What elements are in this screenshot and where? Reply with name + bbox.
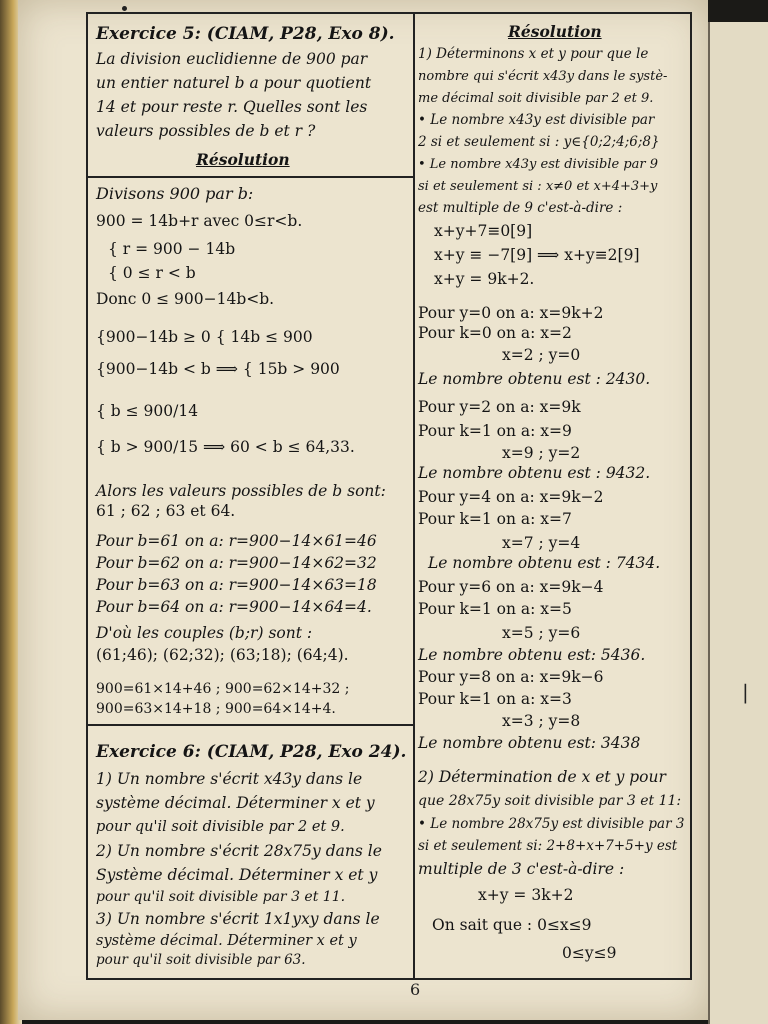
solution-line: Le nombre obtenu est : 2430.	[418, 370, 651, 388]
solution-line: On sait que : 0≤x≤9	[432, 916, 592, 934]
solution-line: 2) Détermination de x et y pour	[418, 768, 666, 786]
exercise-6-text: système décimal. Déterminer x et y	[96, 933, 357, 949]
solution-line: si et seulement si: 2+8+x+7+5+y est	[418, 838, 678, 854]
solution-line: Pour y=2 on a: x=9k	[418, 398, 581, 416]
solution-line: • Le nombre x43y est divisible par	[418, 112, 655, 128]
solution-line: 2 si et seulement si : y∈{0;2;4;6;8}	[418, 134, 660, 150]
solution-line: que 28x75y soit divisible par 3 et 11:	[418, 793, 682, 809]
exercise-6-text: pour qu'il soit divisible par 63.	[96, 952, 306, 968]
exercise-6-text: pour qu'il soit divisible par 3 et 11.	[96, 889, 346, 905]
exercise-6-title: Exercice 6: (CIAM, P28, Exo 24).	[96, 742, 407, 762]
solution-line: Le nombre obtenu est : 9432.	[418, 464, 651, 482]
facing-page-edge	[708, 22, 768, 1024]
exercise-6-text: système décimal. Déterminer x et y	[96, 794, 375, 812]
solution-line: Pour k=0 on a: x=2	[418, 324, 572, 342]
solution-line: nombre qui s'écrit x43y dans le systè-	[418, 69, 668, 84]
solution-line: 900 = 14b+r avec 0≤r<b.	[96, 212, 303, 230]
exercise-5-text: 14 et pour reste r. Quelles sont les	[96, 98, 368, 116]
solution-line: (61;46); (62;32); (63;18); (64;4).	[96, 646, 349, 664]
solution-line: Pour b=61 on a: r=900−14×61=46	[96, 532, 377, 550]
solution-line: D'où les couples (b;r) sont :	[96, 624, 313, 642]
solution-line: {900−14b < b ⟹ { 15b > 900	[96, 360, 340, 378]
solution-line: 0≤y≤9	[562, 944, 617, 962]
solution-line: x+y+7≡0[9]	[434, 222, 533, 240]
solution-line: { r = 900 − 14b	[108, 240, 236, 258]
resolution-heading: Résolution	[508, 22, 602, 41]
solution-line: Pour k=1 on a: x=3	[418, 690, 572, 708]
solution-line: x=5 ; y=6	[502, 624, 581, 642]
exercise-5-text: La division euclidienne de 900 par	[96, 50, 368, 68]
exercise-6-text: pour qu'il soit divisible par 2 et 9.	[96, 819, 345, 835]
solution-line: x=3 ; y=8	[502, 712, 581, 730]
solution-line: Divisons 900 par b:	[96, 184, 254, 203]
page-number: 6	[410, 980, 421, 999]
column-divider	[413, 12, 415, 978]
left-column	[96, 0, 412, 980]
solution-line: Pour y=4 on a: x=9k−2	[418, 488, 604, 506]
solution-line: Pour y=6 on a: x=9k−4	[418, 578, 604, 596]
solution-line: Le nombre obtenu est : 7434.	[428, 554, 661, 572]
solution-line: 900=63×14+18 ; 900=64×14+4.	[96, 701, 336, 717]
solution-line: Pour b=64 on a: r=900−14×64=4.	[96, 598, 372, 616]
solution-line: • Le nombre 28x75y est divisible par 3	[418, 816, 685, 832]
solution-line: multiple de 3 c'est-à-dire :	[418, 860, 625, 878]
exercise-5-text: valeurs possibles de b et r ?	[96, 122, 316, 140]
solution-line: Pour k=1 on a: x=5	[418, 600, 572, 618]
solution-line: Alors les valeurs possibles de b sont:	[96, 482, 386, 500]
solution-line: { 0 ≤ r < b	[108, 264, 196, 282]
exercise-5-text: un entier naturel b a pour quotient	[96, 74, 372, 92]
solution-line: Le nombre obtenu est: 5436.	[418, 646, 646, 664]
exercise-6-text: Système décimal. Déterminer x et y	[96, 866, 378, 884]
solution-line: Pour k=1 on a: x=9	[418, 422, 572, 440]
resolution-heading: Résolution	[196, 150, 290, 169]
solution-line: • Le nombre x43y est divisible par 9	[418, 157, 659, 172]
solution-line: Pour b=63 on a: r=900−14×63=18	[96, 576, 377, 594]
solution-line: Pour k=1 on a: x=7	[418, 510, 572, 528]
solution-line: 900=61×14+46 ; 900=62×14+32 ;	[96, 681, 350, 697]
solution-line: x=2 ; y=0	[502, 346, 581, 364]
facing-page-mark: |	[742, 680, 749, 704]
solution-line: {900−14b ≥ 0 { 14b ≤ 900	[96, 328, 313, 346]
exercise-5-title: Exercice 5: (CIAM, P28, Exo 8).	[96, 24, 395, 44]
solution-line: Pour y=0 on a: x=9k+2	[418, 304, 604, 322]
solution-line: Donc 0 ≤ 900−14b<b.	[96, 290, 275, 308]
solution-line: est multiple de 9 c'est-à-dire :	[418, 200, 623, 216]
solution-line: x+y ≡ −7[9] ⟹ x+y≡2[9]	[434, 246, 640, 264]
solution-line: Pour b=62 on a: r=900−14×62=32	[96, 554, 377, 572]
exercise-6-text: 2) Un nombre s'écrit 28x75y dans le	[96, 842, 382, 860]
solution-line: Pour y=8 on a: x=9k−6	[418, 668, 604, 686]
solution-line: 1) Déterminons x et y pour que le	[418, 46, 649, 62]
solution-line: { b > 900/15 ⟹ 60 < b ≤ 64,33.	[96, 438, 355, 456]
solution-line: { b ≤ 900/14	[96, 402, 199, 420]
solution-line: x+y = 9k+2.	[434, 270, 535, 288]
right-column	[418, 0, 686, 980]
solution-line: x+y = 3k+2	[478, 886, 574, 904]
solution-line: x=7 ; y=4	[502, 534, 581, 552]
solution-line: 61 ; 62 ; 63 et 64.	[96, 502, 236, 520]
solution-line: Le nombre obtenu est: 3438	[418, 734, 641, 752]
solution-line: si et seulement si : x≠0 et x+4+3+y	[418, 179, 658, 194]
solution-line: me décimal soit divisible par 2 et 9.	[418, 91, 654, 106]
exercise-6-text: 3) Un nombre s'écrit 1x1yxy dans le	[96, 910, 380, 928]
solution-line: x=9 ; y=2	[502, 444, 581, 462]
exercise-6-text: 1) Un nombre s'écrit x43y dans le	[96, 770, 363, 788]
